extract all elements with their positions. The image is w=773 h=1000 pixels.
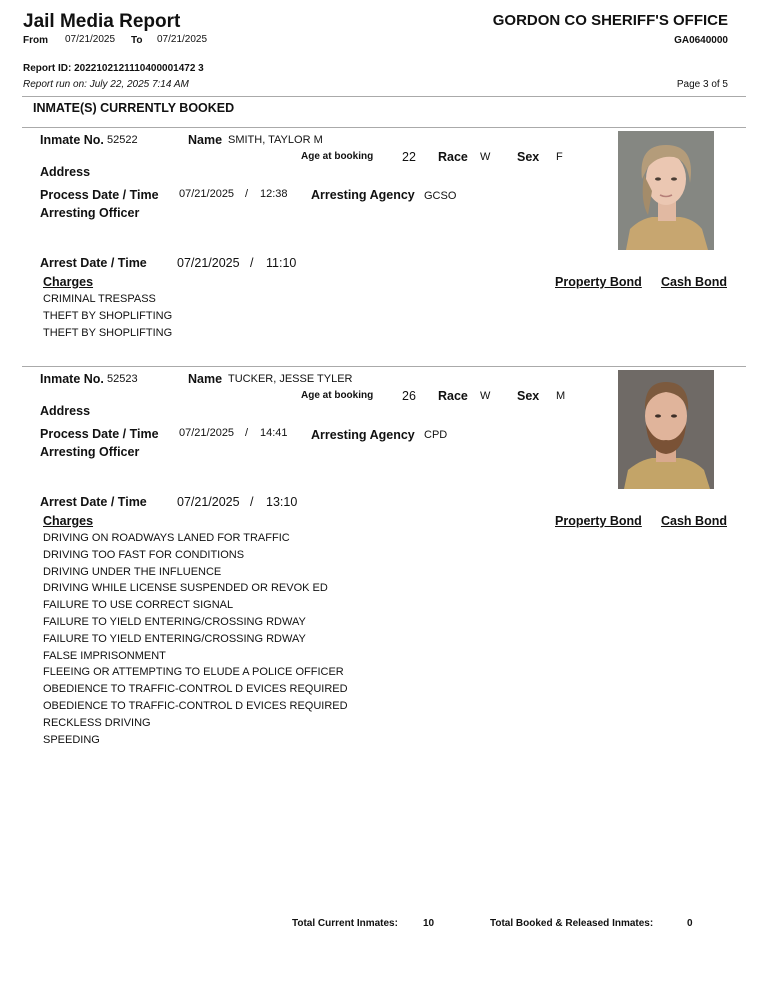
total-released-label: Total Booked & Released Inmates:	[490, 918, 654, 929]
sex-value: M	[556, 390, 566, 402]
charges-heading: Charges	[43, 514, 94, 528]
sex-value: F	[556, 151, 563, 163]
arrest-date: 07/21/2025	[177, 256, 240, 270]
charges-list	[43, 530, 348, 748]
officer-label: Arresting Officer	[40, 445, 140, 459]
inmate-no-value: 52523	[107, 373, 138, 385]
race-label: Race	[438, 389, 468, 403]
charge-item: THEFT BY SHOPLIFTING	[43, 309, 173, 322]
cash-bond-heading: Cash Bond	[661, 514, 727, 528]
property-bond-heading: Property Bond	[555, 275, 642, 289]
report-id	[23, 63, 204, 74]
report-run-on: Report run on: July 22, 2025 7:14 AM	[23, 79, 189, 90]
total-current-value: 10	[423, 918, 435, 929]
arrest-slash: /	[250, 256, 254, 270]
arrest-slash: /	[250, 495, 254, 509]
property-bond-heading: Property Bond	[555, 514, 642, 528]
total-current-label: Total Current Inmates:	[292, 918, 398, 929]
charge-item: OBEDIENCE TO TRAFFIC-CONTROL D EVICES REQUIRED	[43, 683, 348, 696]
charge-item: DRIVING UNDER THE INFLUENCE	[43, 565, 222, 578]
charge-item: CRIMINAL TRESPASS	[43, 293, 156, 305]
record-divider	[22, 366, 746, 367]
charge-item: THEFT BY SHOPLIFTING	[43, 326, 173, 339]
age-label: Age at booking	[301, 151, 374, 162]
name-value: TUCKER, JESSE TYLER	[228, 373, 353, 385]
age-value: 26	[402, 389, 416, 403]
charges-heading: Charges	[43, 275, 94, 289]
arrest-time: 13:10	[266, 495, 298, 509]
charge-item: OBEDIENCE TO TRAFFIC-CONTROL D EVICES REQUIRED	[43, 699, 348, 712]
charge-item: FALSE IMPRISONMENT	[43, 649, 166, 662]
agency-label: Arresting Agency	[311, 428, 415, 442]
header-divider	[22, 96, 746, 97]
agency-code: GA0640000	[674, 35, 728, 46]
charge-item: FAILURE TO USE CORRECT SIGNAL	[43, 599, 234, 612]
age-value: 22	[402, 150, 416, 164]
name-label: Name	[188, 372, 223, 386]
arrest-label: Arrest Date / Time	[40, 495, 147, 509]
inmate-photo	[618, 370, 714, 489]
officer-label: Arresting Officer	[40, 206, 140, 220]
page-number: Page 3 of 5	[676, 79, 728, 90]
name-value: SMITH, TAYLOR M	[228, 134, 323, 146]
arrest-label: Arrest Date / Time	[40, 256, 147, 270]
sex-label: Sex	[517, 389, 540, 403]
process-slash: /	[245, 188, 249, 200]
charge-item: DRIVING TOO FAST FOR CONDITIONS	[43, 548, 245, 561]
charges-list	[43, 291, 172, 341]
section-title: INMATE(S) CURRENTLY BOOKED	[33, 101, 235, 115]
arrest-date: 07/21/2025	[177, 495, 240, 509]
report-id-label: Report ID:	[23, 63, 72, 74]
cash-bond-heading: Cash Bond	[661, 275, 727, 289]
process-time: 12:38	[260, 188, 288, 200]
age-label: Age at booking	[301, 390, 374, 401]
address-label: Address	[40, 404, 91, 418]
report-title: Jail Media Report	[23, 11, 181, 32]
charge-item: FLEEING OR ATTEMPTING TO ELUDE A POLICE OFFICER	[43, 666, 344, 679]
inmate-no-label: Inmate No.	[40, 372, 104, 386]
inmate-no-value: 52522	[107, 134, 138, 146]
process-time: 14:41	[260, 427, 288, 439]
charge-item: SPEEDING	[43, 733, 100, 746]
sex-label: Sex	[517, 150, 540, 164]
race-value: W	[480, 151, 491, 163]
address-label: Address	[40, 165, 91, 179]
charge-item: RECKLESS DRIVING	[43, 716, 151, 729]
process-slash: /	[245, 427, 249, 439]
agency-label: Arresting Agency	[311, 188, 415, 202]
charge-item: DRIVING WHILE LICENSE SUSPENDED OR REVOK ED	[43, 582, 328, 595]
process-label: Process Date / Time	[40, 188, 159, 202]
total-released-value: 0	[687, 918, 693, 929]
process-date: 07/21/2025	[179, 427, 235, 439]
process-date: 07/21/2025	[179, 188, 235, 200]
to-label: To	[131, 35, 143, 46]
process-label: Process Date / Time	[40, 427, 159, 441]
agency-value: GCSO	[424, 190, 457, 202]
from-label: From	[23, 35, 48, 46]
race-value: W	[480, 390, 491, 402]
section-divider	[22, 127, 746, 128]
charge-item: FAILURE TO YIELD ENTERING/CROSSING RDWAY	[43, 615, 306, 628]
agency-name: GORDON CO SHERIFF'S OFFICE	[492, 12, 728, 29]
inmate-photo	[618, 131, 714, 250]
charge-item: FAILURE TO YIELD ENTERING/CROSSING RDWAY	[43, 632, 306, 645]
from-date: 07/21/2025	[65, 34, 116, 45]
charge-item: DRIVING ON ROADWAYS LANED FOR TRAFFIC	[43, 532, 290, 544]
agency-value: CPD	[424, 429, 448, 441]
to-date: 07/21/2025	[157, 34, 208, 45]
name-label: Name	[188, 133, 223, 147]
report-id-value: 2022102121110400001472 3	[74, 63, 204, 74]
race-label: Race	[438, 150, 468, 164]
arrest-time: 11:10	[266, 256, 297, 270]
inmate-no-label: Inmate No.	[40, 133, 104, 147]
